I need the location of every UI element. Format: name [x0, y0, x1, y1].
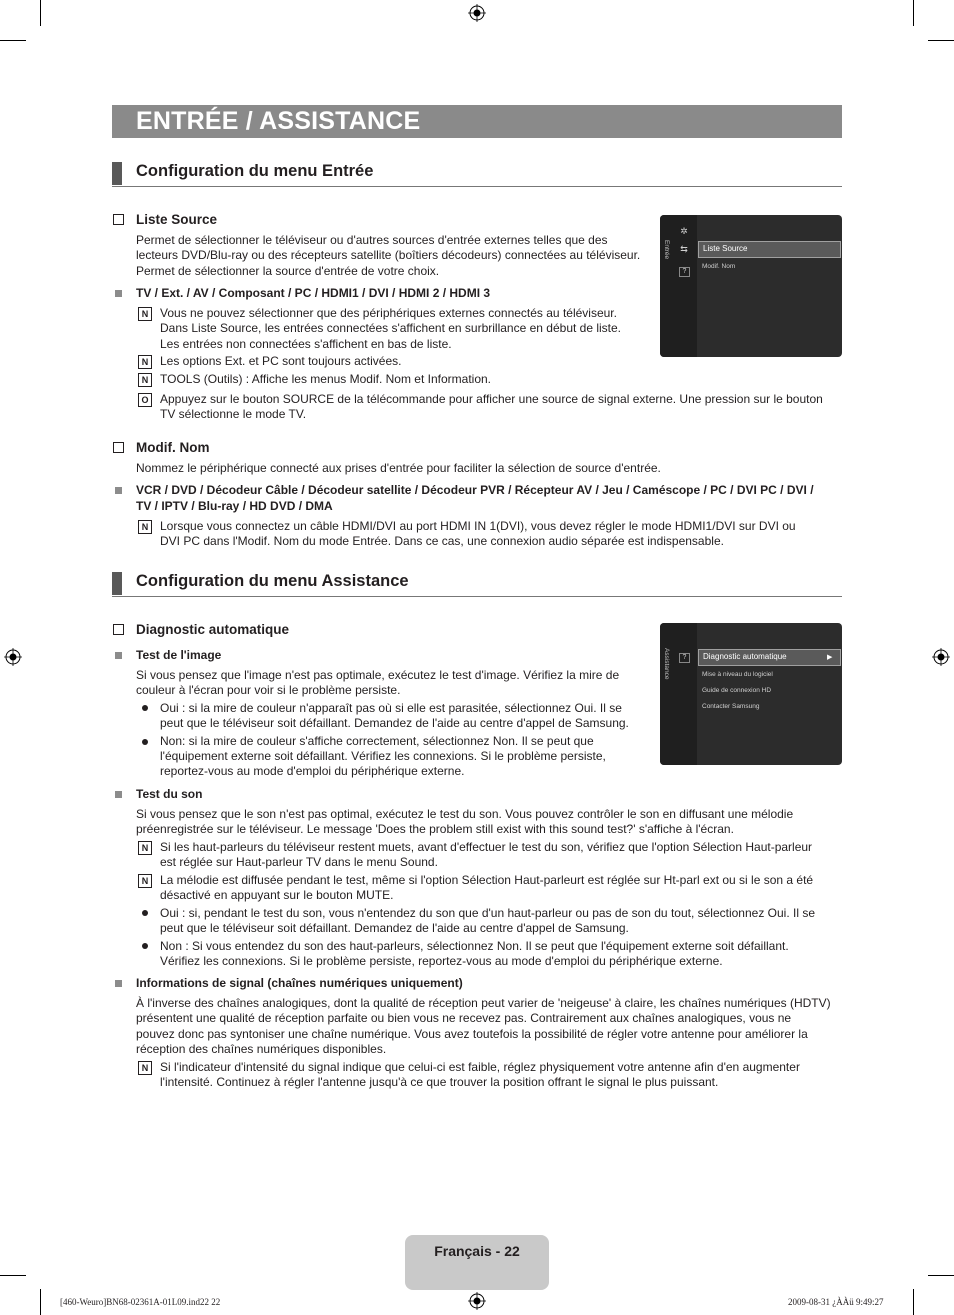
note-line: La mélodie est diffusée pendant le test, même si l'option Sélection Haut-parleurt est réglée sur Ht-parl ext ou si le son a été [160, 873, 814, 887]
osd-sidebar [660, 623, 697, 765]
bullet-line: peut que le téléviseur soit défaillant. Demandez de l'aide au centre d'appel de Samsung. [160, 716, 629, 730]
note-line: l'intensité. Continuez à régler l'antenne jusqu'à ce que trouver la position offrant le signal le plus puissant. [160, 1075, 719, 1089]
crop-mark [0, 1275, 26, 1276]
note-line: Appuyez sur le bouton SOURCE de la télécommande pour afficher une source de signal externe. Une pression sur le bouton [160, 392, 823, 406]
sub-subheading: Test de l'image [136, 648, 222, 662]
osd-sidebar [660, 215, 697, 357]
note-icon: N [138, 1061, 152, 1075]
square-bullet-icon [115, 791, 122, 798]
bullet-line: reportez-vous au mode d'emploi du périphérique externe. [160, 764, 465, 778]
note-line: Si l'indicateur d'intensité du signal indique que celui-ci est faible, réglez physiquement votre antenne afin d'en augmenter [160, 1060, 800, 1074]
note-icon: N [138, 520, 152, 534]
section-heading-entree [112, 162, 842, 187]
crop-mark [928, 40, 954, 41]
bullet-line: Non: si la mire de couleur s'affiche correctement, sélectionnez Non. Il se peut que [160, 734, 594, 748]
note-line: Vous ne pouvez sélectionner que des périphériques externes connectés au téléviseur. [160, 306, 617, 320]
page-title-bar [112, 105, 842, 138]
desc-line: Si vous pensez que l'image n'est pas optimale, exécutez le test d'image. Vérifiez la mire de [136, 668, 620, 682]
section-title: Configuration du menu Entrée [136, 162, 374, 180]
dot-bullet-icon [142, 705, 148, 711]
note-line: Les options Ext. et PC sont toujours activées. [160, 354, 402, 368]
options-list: TV / Ext. / AV / Composant / PC / HDMI1 / DVI / HDMI 2 / HDMI 3 [136, 286, 491, 300]
subheading-liste-source: Liste Source [136, 212, 218, 227]
desc-line: réception des chaînes numériques disponibles. [136, 1042, 387, 1056]
note-line: TV sélectionne le mode TV. [160, 407, 307, 421]
page-number: Français - 22 [434, 1243, 520, 1259]
bullet-line: l'équipement externe soit défaillant. Vérifiez les connexions. Si le problème persiste, [160, 749, 606, 763]
section-bar [112, 572, 122, 595]
note-line: Dans Liste Source, les entrées connectées s'affichent en surbrillance en début de liste. [160, 321, 622, 335]
note-icon: N [138, 373, 152, 387]
note-icon: N [138, 355, 152, 369]
options-list: VCR / DVD / Décodeur Câble / Décodeur satellite / Décodeur PVR / Récepteur AV / Jeu / Caméscope / PC / DVI PC / DVI / [136, 483, 814, 497]
print-date: 2009-08-31 ¿ÀÀü 9:49:27 [788, 1297, 884, 1307]
checkbox-bullet-icon [113, 442, 124, 453]
osd-menu-item[interactable]: Modif. Nom [702, 263, 736, 270]
note-line: désactivé en appuyant sur le bouton MUTE. [160, 888, 394, 902]
osd-side-label: Assistance [663, 648, 670, 680]
help-icon: ? [679, 653, 690, 663]
page-title: ENTRÉE / ASSISTANCE [136, 107, 421, 135]
section-heading-assistance [112, 572, 842, 597]
crop-mark [913, 0, 914, 26]
checkbox-bullet-icon [113, 214, 124, 225]
tv-osd-assistance [660, 623, 842, 765]
crop-mark [40, 0, 41, 26]
registration-mark-icon [468, 1292, 486, 1310]
note-icon: N [138, 307, 152, 321]
input-icon: ⇆ [680, 244, 688, 254]
sub-subheading: Test du son [136, 787, 203, 801]
bullet-line: Oui : si la mire de couleur n'apparaît pas où si elle est parasitée, sélectionnez Oui. Il se [160, 701, 622, 715]
subheading-modif-nom: Modif. Nom [136, 440, 210, 455]
gear-icon: ✲ [680, 226, 688, 236]
bullet-line: Non : Si vous entendez du son des haut-parleurs, sélectionnez Non. Il se peut que l'équipement externe soit défaillant. [160, 939, 789, 953]
bullet-line: Oui : si, pendant le test du son, vous n'entendez du son que d'un haut-parleur ou pas de son du tout, sélectionnez Oui. Il se [160, 906, 816, 920]
dot-bullet-icon [142, 943, 148, 949]
desc-line: À l'inverse des chaînes analogiques, dont la qualité de réception peut varier de 'neigeuse' à claire, les chaînes numériques (HDTV) [136, 996, 831, 1010]
desc-line: lecteurs DVD/Blu-ray ou des récepteurs satellite (boîtiers décodeurs) connectées au téléviseur. [136, 248, 641, 262]
subheading-diagnostic: Diagnostic automatique [136, 622, 290, 637]
registration-mark-icon [4, 648, 22, 666]
note-line: DVI PC dans l'Modif. Nom du mode Entrée. Dans ce cas, une connexion audio séparée est indispensable. [160, 534, 724, 548]
note-line: Lorsque vous connectez un câble HDMI/DVI au port HDMI IN 1(DVI), vous devez régler le mode HDMI1/DVI sur DVI ou [160, 519, 796, 533]
osd-selected-item[interactable]: Diagnostic automatique ▶ [698, 649, 841, 666]
crop-mark [928, 1275, 954, 1276]
crop-mark [40, 1289, 41, 1315]
file-info: [460-Weuro]BN68-02361A-01L09.ind22 22 [60, 1297, 221, 1307]
crop-mark [913, 1289, 914, 1315]
section-bar [112, 162, 122, 185]
options-list: TV / IPTV / Blu-ray / HD DVD / DMA [136, 499, 333, 513]
dot-bullet-icon [142, 910, 148, 916]
note-line: est réglée sur Haut-parleur TV dans le menu Sound. [160, 855, 438, 869]
desc-line: Permet de sélectionner la source d'entrée de votre choix. [136, 264, 440, 278]
bullet-line: peut que le téléviseur soit défaillant. Demandez de l'aide au centre d'appel de Samsung. [160, 921, 629, 935]
osd-menu-item[interactable]: Contacter Samsung [702, 703, 760, 710]
tv-osd-entree [660, 215, 842, 357]
arrow-right-icon: ▶ [827, 654, 833, 661]
dot-bullet-icon [142, 739, 148, 745]
sub-subheading: Informations de signal (chaînes numériques uniquement) [136, 976, 463, 990]
desc-line: Si vous pensez que le son n'est pas optimal, exécutez le test du son. Vous pouvez contrôler le son en diffusant une mélodie [136, 807, 794, 821]
note-line: Les entrées non connectées s'affichent en bas de liste. [160, 337, 452, 351]
desc-line: préenregistrée sur le téléviseur. Le message 'Does the problem still exist with this sound test?' s'affiche à l'écran. [136, 822, 734, 836]
osd-side-label: Entrée [663, 240, 670, 260]
square-bullet-icon [115, 487, 122, 494]
checkbox-bullet-icon [113, 624, 124, 635]
osd-menu-item[interactable]: Mise à niveau du logiciel [702, 671, 773, 678]
note-icon: N [138, 874, 152, 888]
section-title: Configuration du menu Assistance [136, 572, 409, 590]
note-line: Si les haut-parleurs du téléviseur restent muets, avant d'effectuer le test du son, vérifiez que l'option Sélection Haut-parleur [160, 840, 813, 854]
square-bullet-icon [115, 290, 122, 297]
desc-line: présentent une qualité de réception parfaite ou bien vous ne recevez pas. Contrairement aux chaînes analogiques, vous ne [136, 1011, 792, 1025]
registration-mark-icon [468, 4, 486, 22]
bullet-line: Vérifiez les connexions. Si le problème persiste, reportez-vous au mode d'emploi du périphérique externe. [160, 954, 723, 968]
note-line: TOOLS (Outils) : Affiche les menus Modif. Nom et Information. [160, 372, 492, 386]
note-icon: N [138, 841, 152, 855]
desc-line: couleur à l'écran pour voir si le problème persiste. [136, 683, 401, 697]
osd-menu-item[interactable]: Guide de connexion HD [702, 687, 772, 694]
desc-line: Permet de sélectionner le téléviseur ou d'autres sources d'entrée externes telles que des [136, 233, 608, 247]
crop-mark [0, 40, 26, 41]
help-icon: ? [679, 267, 690, 277]
square-bullet-icon [115, 652, 122, 659]
registration-mark-icon [932, 648, 950, 666]
square-bullet-icon [115, 980, 122, 987]
desc-line: Nommez le périphérique connecté aux prises d'entrée pour faciliter la sélection de source d'entrée. [136, 461, 661, 475]
desc-line: pouvez donc pas syntoniser une chaîne numérique. Vous avez toutefois la possibilité de régler votre antenne pour améliorer la [136, 1027, 808, 1041]
osd-selected-item[interactable]: Liste Source [698, 241, 841, 258]
page-number-tab [405, 1235, 549, 1290]
remote-button-icon: O [138, 393, 152, 407]
